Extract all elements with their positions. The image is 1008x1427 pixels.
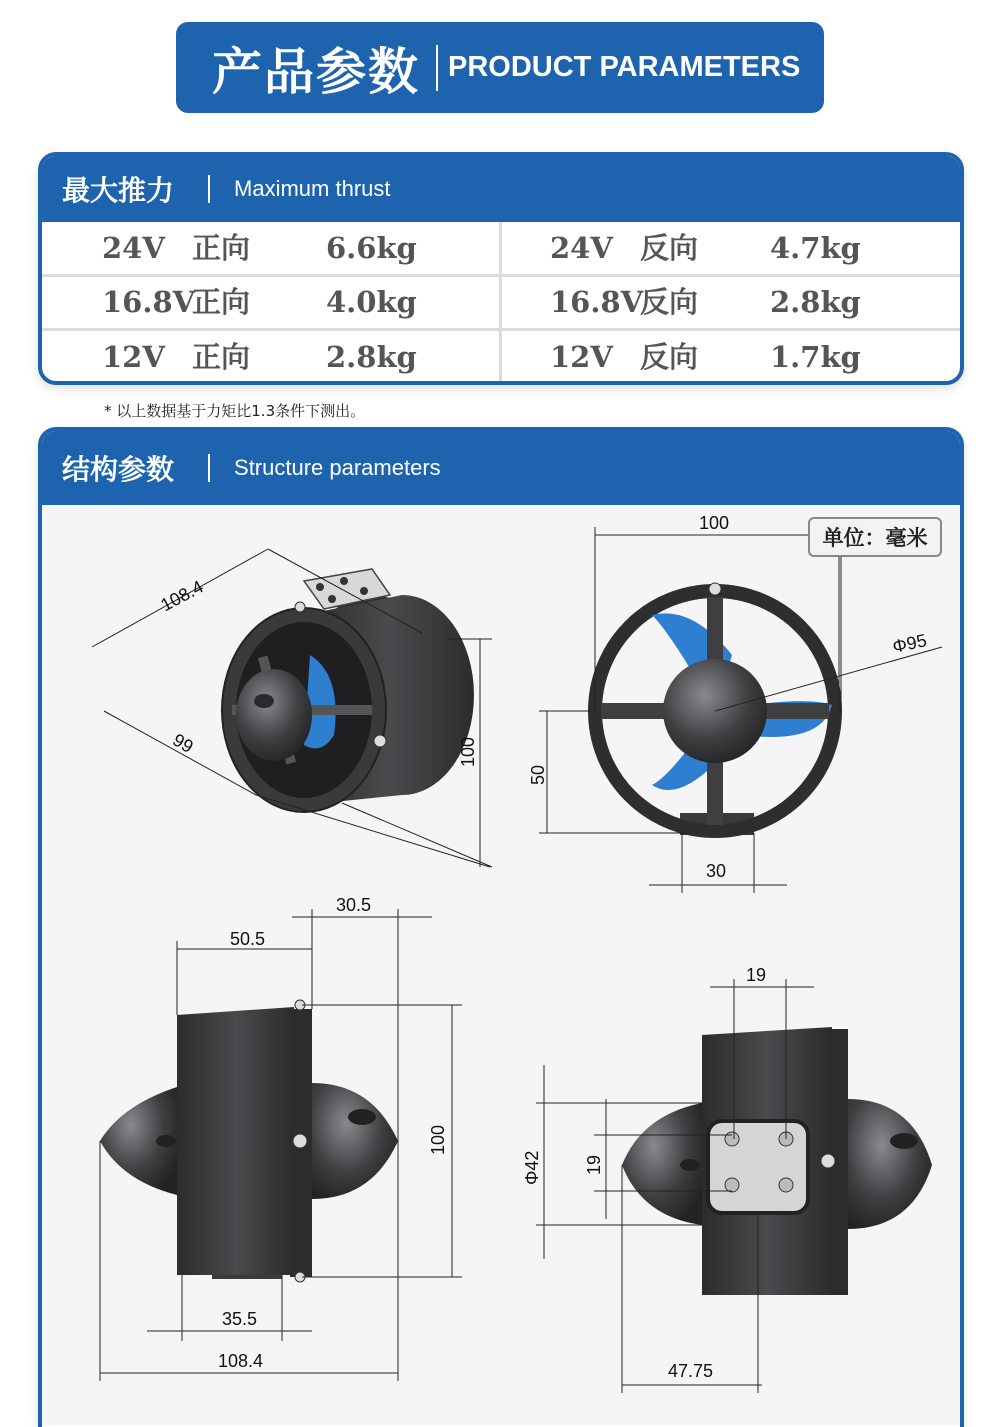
reverse-thrust-value: 1.7kg <box>770 340 861 374</box>
banner-title-cn: 产品参数 <box>212 42 420 101</box>
thrust-footnote: * 以上数据基于力矩比1.3条件下测出。 <box>104 402 366 420</box>
front-mount-width-dimension: 30 <box>706 861 727 881</box>
structure-title-cn: 结构参数 <box>62 453 175 486</box>
reverse-direction: 反向 <box>640 340 699 374</box>
reverse-voltage: 24V <box>550 231 613 265</box>
forward-thrust-value: 4.0kg <box>326 285 417 319</box>
banner-divider <box>436 45 438 91</box>
side-tail-cone <box>312 1083 398 1199</box>
back-bottom-dimension: 47.75 <box>668 1361 714 1381</box>
reverse-voltage: 16.8V <box>550 285 644 319</box>
forward-direction: 正向 <box>192 340 251 374</box>
front-diameter-dimension: Φ95 <box>890 630 929 657</box>
back-tail-cone <box>848 1099 932 1229</box>
thrust-card <box>38 152 964 385</box>
forward-direction: 正向 <box>192 231 251 265</box>
thrust-title-divider <box>208 175 210 203</box>
iso-length-dimension: 108.4 <box>157 576 207 616</box>
side-top-b-dimension: 50.5 <box>230 929 266 949</box>
structure-card <box>38 427 964 1427</box>
iso-height-dimension: 100 <box>458 736 478 767</box>
forward-voltage: 24V <box>102 231 165 265</box>
back-top-dimension: 19 <box>746 965 767 985</box>
side-thruster-body <box>100 1000 398 1282</box>
iso-depth-dimension: 99 <box>169 729 197 757</box>
isometric-view <box>92 549 492 867</box>
reverse-voltage: 12V <box>550 340 613 374</box>
structure-title-divider <box>208 454 210 482</box>
thrust-card-header <box>42 156 960 222</box>
thrust-title-cn: 最大推力 <box>62 174 175 207</box>
forward-thrust-value: 2.8kg <box>326 340 417 374</box>
forward-thrust-value: 6.6kg <box>326 231 417 265</box>
iso-nose-cone <box>236 669 312 761</box>
reverse-direction: 反向 <box>640 285 699 319</box>
structure-title-en: Structure parameters <box>234 455 441 480</box>
back-view <box>522 965 932 1393</box>
front-axis-height-dimension: 50 <box>528 764 548 785</box>
section-banner <box>176 22 824 113</box>
reverse-direction: 反向 <box>640 231 699 265</box>
reverse-thrust-value: 4.7kg <box>770 231 861 265</box>
front-view <box>528 513 942 893</box>
side-length-dimension: 108.4 <box>218 1351 264 1371</box>
table-row <box>42 276 960 328</box>
reverse-thrust-value: 2.8kg <box>770 285 861 319</box>
dimension-drawing-area <box>42 505 960 1425</box>
iso-thruster-body <box>222 569 474 812</box>
thrust-title-en: Maximum thrust <box>234 176 391 201</box>
back-thruster-body <box>622 1027 932 1295</box>
dimension-drawings <box>42 505 960 1425</box>
front-thruster-body <box>595 583 835 835</box>
back-diameter-dimension: Φ42 <box>522 1150 542 1185</box>
side-top-a-dimension: 30.5 <box>336 895 372 915</box>
back-inner-dimension: 19 <box>584 1154 604 1175</box>
forward-voltage: 12V <box>102 340 165 374</box>
thrust-table <box>42 222 960 383</box>
structure-card-header <box>42 431 960 505</box>
front-width-dimension: 100 <box>699 513 730 533</box>
side-mount-dimension: 35.5 <box>222 1309 258 1329</box>
unit-label: 单位：毫米 <box>808 517 942 557</box>
table-row <box>42 331 960 383</box>
forward-voltage: 16.8V <box>102 285 196 319</box>
side-view <box>100 895 462 1381</box>
forward-direction: 正向 <box>192 285 251 319</box>
banner-title-en: PRODUCT PARAMETERS <box>448 51 801 83</box>
side-height-dimension: 100 <box>428 1124 448 1155</box>
table-row <box>42 222 960 274</box>
